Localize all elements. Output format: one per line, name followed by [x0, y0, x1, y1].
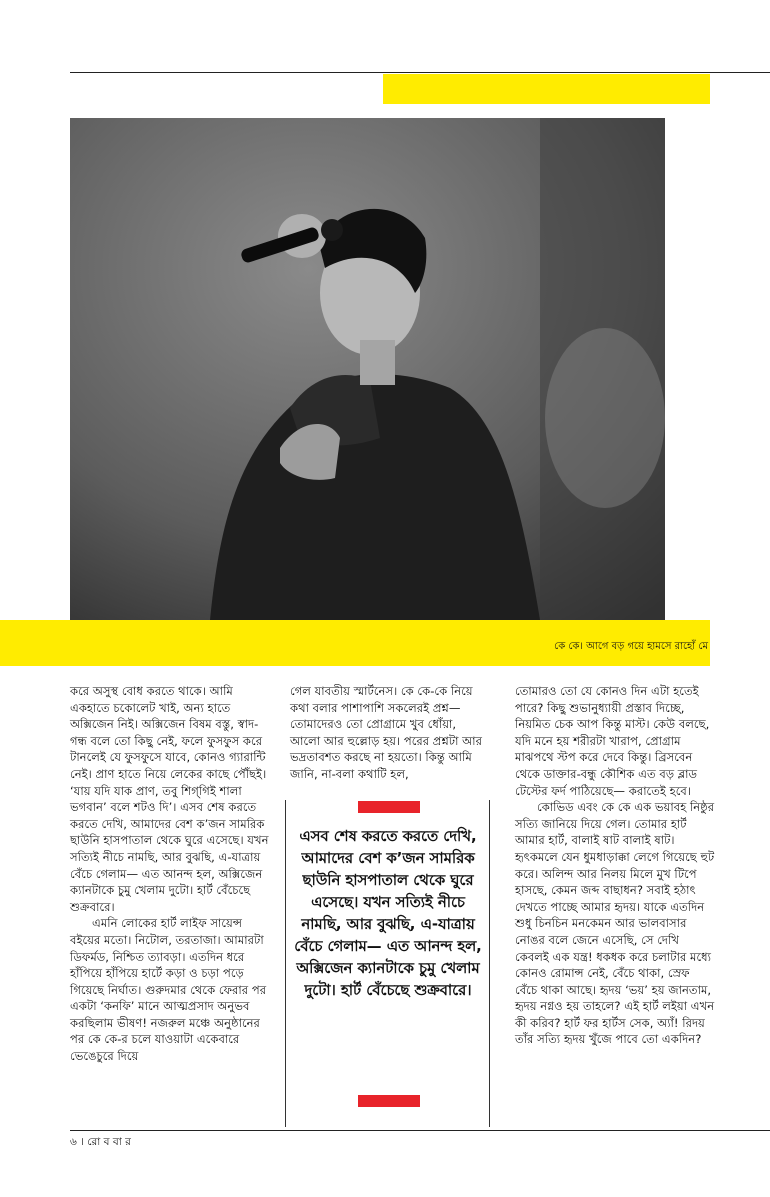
paragraph: তোমারও তো যে কোনও দিন এটা হতেই পারে? কিছু শুভানুধ্যায়ী প্রস্তাব দিচ্ছে, নিয়মিত চেক আপ কিন্তু মাস্ট। কেউ বলছে, যদি মনে হয় শরীরটা খারাপ, প্রোগ্রাম মাঝপথে স্টপ করে দেবে কিন্তু। ব্রিসবেন থেকে ডাক্তার-বন্ধু কৌশিক এত বড় ব্লাড টেস্টের ফর্দ পাঠিয়েছে— করাতেই হবে। [515, 684, 710, 798]
pullquote-bar-bottom [358, 1095, 420, 1107]
pullquote-rule-left [285, 800, 286, 1127]
page-folio: ৬ । রো ব বা র [70, 1136, 131, 1148]
pullquote-rule-right [489, 800, 490, 1127]
paragraph: কোভিড এবং কে কে এক ভয়াবহ নিষ্ঠুর সত্যি জানিয়ে দিয়ে গেল। তোমার হার্ট আমার হার্ট, বালাই ষাট বালাই ষাট। হৃৎকমলে যেন ধুমধাড়াক্কা লেগে গিয়েছে হুট করে। অলিন্দ আর নিলয় মিলে মুখ টিপে হাসছে, কেমন জব্দ বাছাধন? সবাই হঠাৎ দেখতে পাচ্ছে আমার হৃদয়। যাকে এতদিন শুধু চিনচিন মনকেমন আর ভালবাসার নোঙর বলে জেনে এসেছি, সে দেখি কেবলই এক যন্ত্র! ধকধক করে চলাটার মধ্যে কোনও রোমান্স নেই, বেঁচে থাকা, স্রেফ বেঁচে থাকা আছে। হৃদয় ‘ভয়’ হয় জানতাম, হৃদয় নগ্নও হয় তাহলে? এই হার্ট লইয়া এখন কী করিব? হার্ট ফর হার্টস সেক, অ্যাঁ! রিদয় তাঁর সত্যি হৃদয় খুঁজে পাবে তো একদিন? [515, 800, 715, 1047]
bottom-rule [70, 1130, 770, 1131]
top-rule [70, 72, 770, 73]
singer-photo [70, 118, 665, 620]
yellow-accent-block [383, 74, 710, 104]
paragraph: করে অসুস্থ বোধ করতে থাকে। আমি একহাতে চকোলেট খাই, অন্য হাতে অক্সিজেন নিই। অক্সিজেন বিষম বস্তু, স্বাদ-গন্ধ বলে তো কিছু নেই, ফলে ফুসফুস করে টানলেই যে ফুসফুসে যাবে, কোনও গ্যারান্টি নেই। প্রাণ হাতে নিয়ে লেকের কাছে পৌঁছই। ‘যায় যদি যাক প্রাণ, তবু শিগ্‌গিই শালা ভগবান’ বলে শটও দি’। এসব শেষ করতে করতে দেখি, আমাদের বেশ ক’জন সামরিক ছাউনি হাসপাতাল থেকে ঘুরে এসেছে। যখন সত্যিই নীচে নামছি, আর বুঝছি, এ-যাত্রায় বেঁচে গেলাম— এত আনন্দ হল, অক্সিজেন ক্যানটাকে চুমু খেলাম দুটো। হার্ট বেঁচেছে শুক্রবারে। [70, 684, 269, 914]
paragraph: গেল যাবতীয় স্মার্টনেস। কে কে-কে নিয়ে কথা বলার পাশাপাশি সকলেরই প্রশ্ন— তোমাদেরও তো প্রোগ্রামে খুব ধোঁয়া, আলো আর হুল্লোড় হয়। পরের প্রশ্নটা আর ভদ্রতাবশত করছে না হয়তো। কিন্তু আমি জানি, না-বলা কথাটি হল, [290, 684, 483, 781]
photo-caption: কে কে। আগে বড় গয়ে হামসে রাহোঁ মে [554, 641, 708, 652]
text-column-3 [515, 683, 715, 1048]
photo-illustration [70, 118, 665, 620]
pullquote: এসব শেষ করতে করতে দেখি, আমাদের বেশ ক’জন সামরিক ছাউনি হাসপাতাল থেকে ঘুরে এসেছে। যখন সত্যিই নীচে নামছি, আর বুঝছি, এ-যাত্রায় বেঁচে গেলাম— এত আনন্দ হল, অক্সিজেন ক্যানটাকে চুমু খেলাম দুটো। হার্ট বেঁচেছে শুক্রবারে। [294, 828, 482, 999]
text-column-1 [70, 683, 270, 1065]
text-column-2 [290, 683, 483, 783]
pullquote-bar-top [358, 801, 420, 813]
paragraph: এমনি লোকের হার্ট লাইফ সায়েন্স বইয়ের মতো। নিটোল, তরতাজা। আমারটা ডিফর্মড, নিশ্চিত ত্যাবড়া। এতদিন ধরে হাঁপিয়ে হাঁপিয়ে হার্টে কড়া ও চড়া পড়ে গিয়েছে নির্ঘাত। গুরুদমার থেকে ফেরার পর একটা ‘কনফি’ মানে আত্মপ্রসাদ অনুভব করছিলাম ভীষণ! নজরুল মঞ্চে অনুষ্ঠানের পর কে কে-র চলে যাওয়াটা একেবারে ভেঙেচুরে দিয়ে [70, 916, 267, 1064]
